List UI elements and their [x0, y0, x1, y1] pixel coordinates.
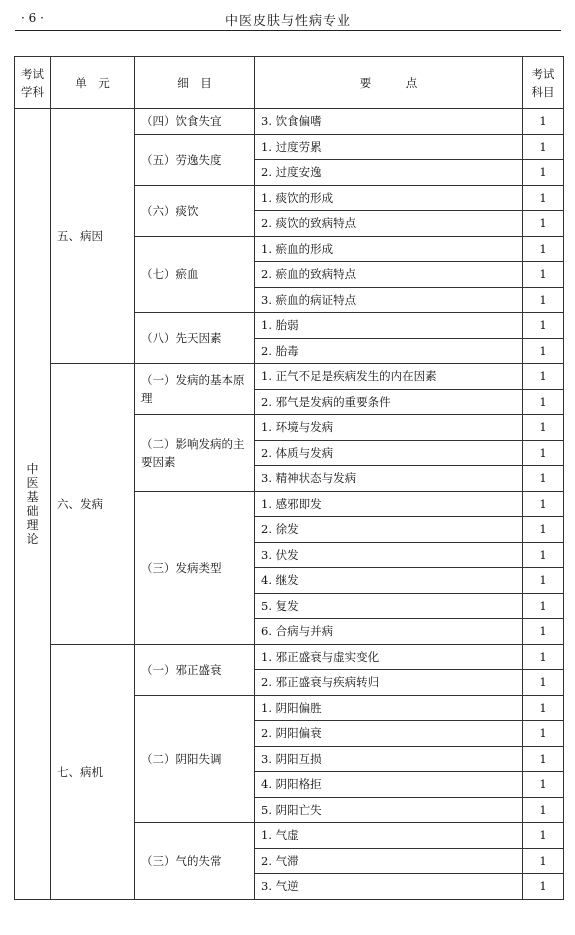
exam-cell: 1	[523, 517, 564, 543]
exam-cell: 1	[523, 542, 564, 568]
syllabus-table	[14, 56, 564, 900]
exam-cell: 1	[523, 338, 564, 364]
exam-cell: 1	[523, 746, 564, 772]
point-cell: 5. 复发	[255, 593, 523, 619]
item-cell: （五）劳逸失度	[135, 134, 255, 185]
exam-cell: 1	[523, 491, 564, 517]
exam-cell: 1	[523, 772, 564, 798]
table-row	[15, 364, 564, 390]
point-cell: 2. 邪正盛衰与疾病转归	[255, 670, 523, 696]
col-header-point: 要 点	[255, 57, 523, 109]
point-cell: 2. 痰饮的致病特点	[255, 211, 523, 237]
exam-cell: 1	[523, 160, 564, 186]
item-cell: （三）发病类型	[135, 491, 255, 644]
unit-cell: 五、病因	[51, 109, 135, 364]
point-cell: 5. 阴阳亡失	[255, 797, 523, 823]
point-cell: 2. 阴阳偏衰	[255, 721, 523, 747]
item-cell: （一）发病的基本原理	[135, 364, 255, 415]
exam-cell: 1	[523, 823, 564, 849]
point-cell: 1. 气虚	[255, 823, 523, 849]
col-header-unit: 单 元	[51, 57, 135, 109]
item-cell: （四）饮食失宜	[135, 109, 255, 135]
exam-cell: 1	[523, 364, 564, 390]
point-cell: 1. 环境与发病	[255, 415, 523, 441]
unit-cell: 六、发病	[51, 364, 135, 645]
exam-cell: 1	[523, 287, 564, 313]
table-row	[15, 109, 564, 135]
exam-cell: 1	[523, 389, 564, 415]
point-cell: 2. 胎毒	[255, 338, 523, 364]
exam-cell: 1	[523, 440, 564, 466]
item-cell: （二）阴阳失调	[135, 695, 255, 823]
item-cell: （三）气的失常	[135, 823, 255, 900]
col-header-item: 细 目	[135, 57, 255, 109]
point-cell: 3. 阴阳互损	[255, 746, 523, 772]
exam-cell: 1	[523, 670, 564, 696]
point-cell: 2. 徐发	[255, 517, 523, 543]
point-cell: 1. 正气不足是疾病发生的内在因素	[255, 364, 523, 390]
exam-cell: 1	[523, 695, 564, 721]
point-cell: 1. 瘀血的形成	[255, 236, 523, 262]
exam-cell: 1	[523, 848, 564, 874]
table-row	[15, 644, 564, 670]
point-cell: 1. 痰饮的形成	[255, 185, 523, 211]
page-number: · 6 ·	[21, 11, 44, 25]
col-header-exam: 考试科目	[523, 57, 564, 109]
exam-cell: 1	[523, 797, 564, 823]
unit-cell: 七、病机	[51, 644, 135, 899]
point-cell: 1. 过度劳累	[255, 134, 523, 160]
item-cell: （八）先天因素	[135, 313, 255, 364]
point-cell: 4. 继发	[255, 568, 523, 594]
point-cell: 2. 过度安逸	[255, 160, 523, 186]
exam-cell: 1	[523, 568, 564, 594]
exam-cell: 1	[523, 874, 564, 900]
item-cell: （七）瘀血	[135, 236, 255, 313]
point-cell: 2. 邪气是发病的重要条件	[255, 389, 523, 415]
point-cell: 1. 胎弱	[255, 313, 523, 339]
point-cell: 6. 合病与并病	[255, 619, 523, 645]
exam-cell: 1	[523, 619, 564, 645]
exam-cell: 1	[523, 134, 564, 160]
page-header	[15, 8, 561, 31]
item-cell: （六）痰饮	[135, 185, 255, 236]
point-cell: 3. 伏发	[255, 542, 523, 568]
point-cell: 3. 瘀血的病证特点	[255, 287, 523, 313]
page-title: 中医皮肤与性病专业	[224, 14, 351, 29]
subject-cell	[15, 109, 51, 900]
exam-cell: 1	[523, 262, 564, 288]
exam-cell: 1	[523, 185, 564, 211]
exam-cell: 1	[523, 644, 564, 670]
subject-label: 中医基础理论	[26, 461, 39, 546]
exam-cell: 1	[523, 313, 564, 339]
point-cell: 3. 饮食偏嗜	[255, 109, 523, 135]
point-cell: 1. 阴阳偏胜	[255, 695, 523, 721]
exam-cell: 1	[523, 236, 564, 262]
item-cell: （二）影响发病的主要因素	[135, 415, 255, 492]
exam-cell: 1	[523, 466, 564, 492]
exam-cell: 1	[523, 211, 564, 237]
exam-cell: 1	[523, 721, 564, 747]
point-cell: 1. 邪正盛衰与虚实变化	[255, 644, 523, 670]
exam-cell: 1	[523, 415, 564, 441]
point-cell: 2. 体质与发病	[255, 440, 523, 466]
item-cell: （一）邪正盛衰	[135, 644, 255, 695]
col-header-subject: 考试学科	[15, 57, 51, 109]
point-cell: 2. 气滞	[255, 848, 523, 874]
point-cell: 2. 瘀血的致病特点	[255, 262, 523, 288]
exam-cell: 1	[523, 109, 564, 135]
point-cell: 4. 阴阳格拒	[255, 772, 523, 798]
point-cell: 3. 精神状态与发病	[255, 466, 523, 492]
point-cell: 3. 气逆	[255, 874, 523, 900]
exam-cell: 1	[523, 593, 564, 619]
table-header-row	[15, 57, 564, 109]
point-cell: 1. 感邪即发	[255, 491, 523, 517]
